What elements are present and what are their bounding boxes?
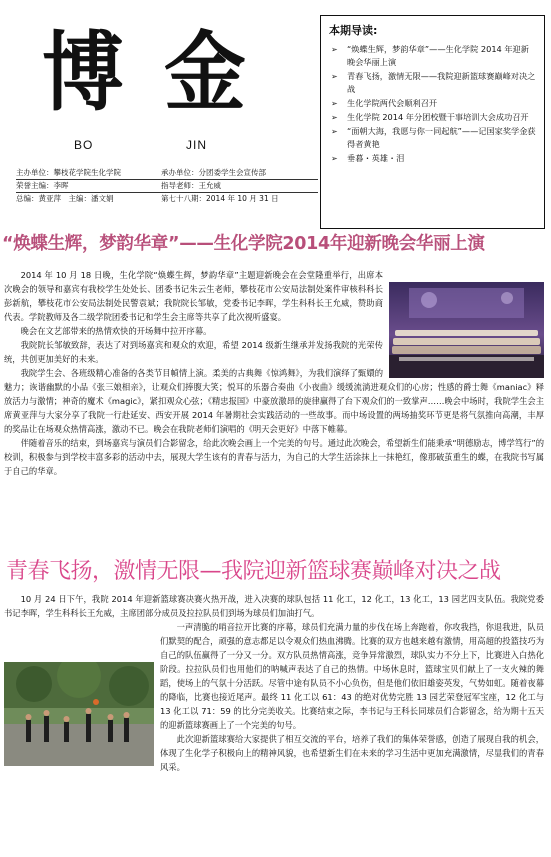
arrow-bullet-icon: ➢ [331, 127, 338, 136]
guide-item: ➢ 生化学院两代会顺利召开 [331, 98, 438, 108]
masthead-title-bo: 博 [42, 22, 122, 123]
masthead-title-jin: 金 [164, 22, 244, 123]
masthead-meta [16, 166, 316, 205]
masthead-pinyin-jin: JIN [186, 138, 207, 152]
issue-guide-box [320, 15, 545, 229]
meta-divider [16, 179, 318, 180]
masthead [0, 0, 320, 215]
meta-honorary-editor: 荣誉主编：李晖 [16, 181, 69, 190]
meta-row [16, 179, 316, 192]
article2-paragraph: 此次迎新篮球赛给大家提供了相互交流的平台，培养了我们的集体荣誉感，创造了展现自我的机会，体现了生化学子积极向上的精神风貌，也希望新生们在未来的学习生活中更加充满激情，尽显我们的青春风采。 [160, 734, 544, 772]
article2-paragraph: 10 月 24 日下午，我院 2014 年迎新篮球赛决赛火热开战，进入决赛的球队包括 11 化工，12 化工，13 化工，13 园艺四支队伍。我院党委书记李晖，学生科科长王允威，主席团部分成员及拉拉队员们到场为球员们加油打气。 [4, 594, 544, 618]
article2-headline: 青春飞扬，激情无限—我院迎新篮球赛巅峰对决之战 [6, 559, 501, 584]
gala-group-photo [389, 282, 544, 378]
arrow-bullet-icon: ➢ [331, 72, 338, 81]
guide-item: ➢ “焕蝶生辉，梦韵华章”——生化学院 2014 年迎新晚会华丽上演 [331, 44, 529, 67]
meta-row [16, 192, 316, 205]
basketball-photo-image [4, 662, 154, 766]
meta-advisor: 指导老师：王允威 [161, 181, 221, 190]
meta-editors: 总编：黄亚萍 主编：潘文娟 [16, 194, 114, 203]
article2-body [4, 592, 544, 774]
arrow-bullet-icon: ➢ [331, 113, 338, 122]
guide-item: ➢ 青春飞扬，激情无限——我院迎新篮球赛巅峰对决之战 [331, 71, 536, 94]
guide-list [329, 43, 536, 165]
guide-heading: 本期导读: [329, 24, 378, 37]
guide-item: ➢ 生化学院 2014 年分团校暨干事培训大会成功召开 [331, 112, 529, 122]
meta-issue-date: 第七十八期：2014 年 10 月 31 日 [161, 194, 279, 203]
arrow-bullet-icon: ➢ [331, 99, 338, 108]
meta-row [16, 166, 316, 179]
article1-paragraph: 2014 年 10 月 18 日晚，生化学院“焕蝶生辉，梦韵华章”主题迎新晚会在会堂隆重举行，出席本次晚会的领导和嘉宾有我校学生处处长、团委书记朱云生老师，攀枝花市公安局法制处案件审核科科长彭新航，攀枝花市公安局法制处民警袁斌；我院院长邹敏，党委书记李晖，学生科科长王允威，赞助商代表。学院教师及各二级学院团委书记和学生会主席等共享了此次视听盛宴。 [4, 270, 383, 322]
meta-host: 承办单位：分团委学生会宣传部 [161, 168, 266, 177]
gala-photo-image [389, 282, 544, 378]
article1-paragraph: 我院学生会、各班级精心准备的各类节目幀情上演。柔美的古典舞《惊鸿舞》，为我们演绎了甄嬛的魅力；诙谐幽默的小品《张三娘相亲》，让观众们捧腹大笑；悦耳的乐器合奏曲《小夜曲》缓缓流淌进观众们的心房；性感的爵士舞《maniac》释放活力与激情；神奇的魔术《magic》，紧扣观众心弦；《精忠报国》中豪放激昂的旋律赢得了台下观众们的一致掌声……晚会中场时，我院学生会主席黄亚萍与大家分享了我院一行赴延安、西安开展 2014 年暑期社会实践活动的一些故事。而中场设置的两场抽奖环节更是将气氛推向高潮，丰厚的奖品让在场观众热情高涨，激动不已。晚会在我院老师们演唱的《明天会更好》中落下帷幕。 [4, 368, 544, 434]
article1-headline: “焕蝶生辉，梦韵华章”——生化学院2014年迎新晚会华丽上演 [2, 234, 485, 254]
article2-paragraph: 一声清脆的哨音拉开比赛的序幕，球员们充满力量的步伐在场上奔跑着，你攻我挡，你退我进，队员们默契的配合，顽强的意志都足以令观众们热血沸腾。比赛的双方也越来越有激情，用高超的投篮技巧为自己的队伍赢得了一分又一分。双方队员热情高涨，竞争异常激烈，球队实力不分上下，比赛进入白热化阶段。拉拉队员们也用他们的呐喊声表达了自己的热情。中场休息时，篮球宝贝们献上了一支火辣的舞蹈，使场上的气氛十分活跃。尽管中途有队员不小心负伤，但是他们依旧雄姿英发，气势如虹。随着夜幕的降临，比赛也接近尾声。最终 11 化工以 61：43 的绝对优势完胜 13 园艺荣登冠军宝座，12 化工与 13 化工以 71：59 的比分完美收关。比赛结束之际，李书记与王科长同球员们合影留念，给为期十五天的迎新篮球赛画上了一个完美的句号。 [160, 622, 544, 730]
meta-divider [16, 192, 318, 193]
guide-item: ➢ “面朝大海，我愿与你一同起航”——记国家奖学金获得者黄艳 [331, 126, 536, 149]
article1-paragraph: 我院院长邹敏致辞，表达了对到场嘉宾和观众的欢迎，希望 2014 级新生继承并发扬我院的光荣传统，共创更加美好的未来。 [4, 340, 383, 364]
arrow-bullet-icon: ➢ [331, 154, 338, 163]
basketball-game-photo [4, 662, 154, 766]
article1-paragraph: 晚会在文艺部带来的热情欢快的开场舞中拉开序幕。 [20, 326, 212, 336]
article1-paragraph: 伴随着音乐的结束，到场嘉宾与演员们合影留念，给此次晚会画上一个完美的句号。通过此次晚会，希望新生们能秉承“明德励志，博学笃行”的校训，积极参与到学校丰富多彩的活动中去，展现大学生该有的青春与活力，为自己的大学生活涂抹上一抹艳红，像那破茧重生的蝶，在我院书写属于自己的华章。 [4, 438, 544, 476]
arrow-bullet-icon: ➢ [331, 45, 338, 54]
guide-item: ➢ 垂暮・英雄・泪 [331, 153, 405, 163]
masthead-pinyin-bo: BO [74, 138, 94, 152]
article1-body [4, 268, 544, 478]
meta-organizer: 主办单位：攀枝花学院生化学院 [16, 168, 121, 177]
